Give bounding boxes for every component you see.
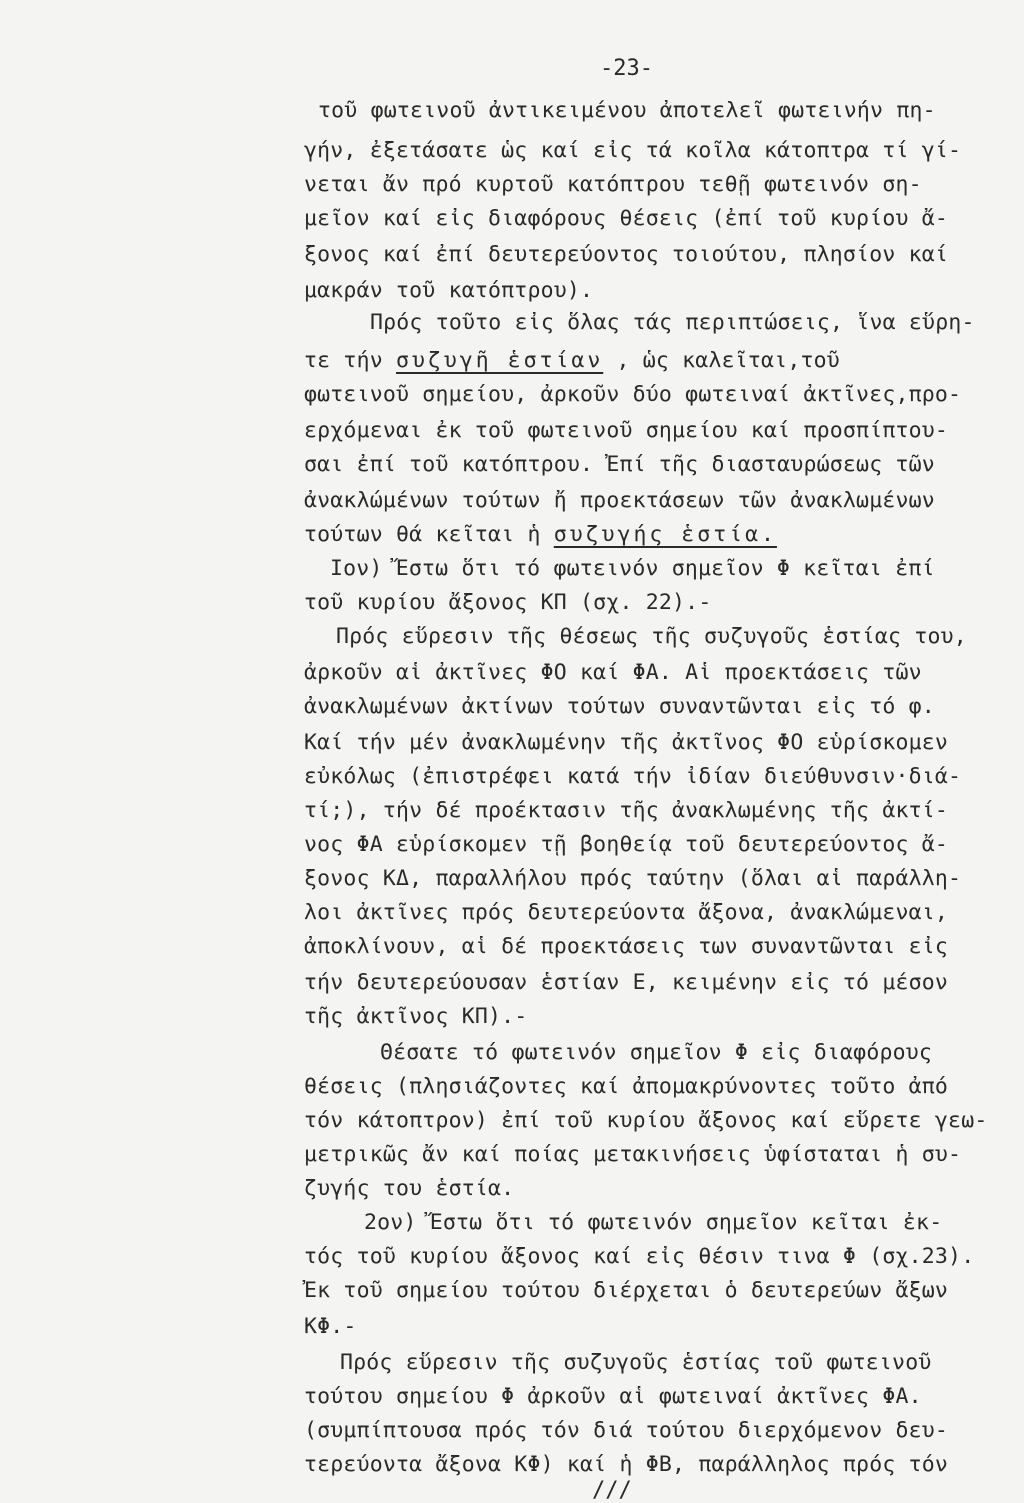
text-line [304, 1244, 974, 1269]
text-line [340, 1350, 931, 1375]
text-line [304, 172, 922, 197]
text-run: ἀνακλωμένων ἀκτίνων τούτων συναντῶνται εἰς τό φ. [304, 694, 935, 719]
text-run: μακράν τοῦ κατόπτρου). [304, 278, 594, 303]
text-line [304, 590, 711, 615]
text-line [304, 866, 961, 891]
text-line [304, 1384, 922, 1409]
text-run: θέσεις (πλησιάζοντες καί ἀπομακρύνοντες τοῦτο ἀπό [304, 1074, 949, 1099]
text-line [304, 278, 593, 303]
text-run: εὐκόλως (ἐπιστρέφει κατά τήν ἰδίαν διεύθυνσιν·διά- [304, 764, 962, 789]
text-line [304, 1278, 948, 1303]
text-line [304, 764, 961, 789]
text-line [304, 1418, 948, 1443]
text-line [364, 1210, 942, 1235]
footer-continuation-mark: /// [592, 1478, 632, 1503]
text-run: τούτου σημείου Φ ἀρκοῦν αἱ φωτειναί ἀκτῖνες ΦΑ. [304, 1384, 922, 1409]
text-run: τοῦ κυρίου ἄξονος ΚΠ (σχ. 22).- [304, 590, 712, 615]
text-line [304, 832, 948, 857]
text-run: ἀρκοῦν αἱ ἀκτῖνες ΦΟ καί ΦΑ. Αἱ προεκτάσεις τῶν [304, 660, 922, 685]
text-run: τήν δευτερεύουσαν ἑστίαν Ε, κειμένην εἰς τό μέσον [304, 970, 949, 995]
text-line [304, 418, 948, 443]
text-run: ΚΦ.- [304, 1314, 357, 1339]
text-run: τί;), τήν δέ προέκτασιν τῆς ἀνακλωμένης τῆς ἀκτί- [304, 798, 949, 823]
text-line [304, 660, 922, 685]
text-line [318, 98, 936, 123]
text-run: σαι ἐπί τοῦ κατόπτρου. Ἐπί τῆς διασταυρώσεως τῶν [304, 452, 935, 477]
text-line [304, 1176, 514, 1201]
text-run: Θέσατε τό φωτεινόν σημεῖον Φ εἰς διαφόρους [380, 1040, 933, 1065]
text-run: τοῦ φωτεινοῦ ἀντικειμένου ἀποτελεῖ φωτεινήν πη- [318, 98, 936, 123]
text-line [304, 242, 948, 267]
text-line [304, 452, 935, 477]
text-run: Πρός εὕρεσιν τῆς συζυγοῦς ἑστίας τοῦ φωτεινοῦ [340, 1350, 932, 1375]
text-run: τούτων θά κεῖται ἡ [304, 522, 554, 547]
text-run: Πρός τοῦτο εἰς ὅλας τάς περιπτώσεις, ἵνα εὕρη- [370, 310, 975, 335]
text-run: , ὡς καλεῖται,τοῦ [603, 348, 840, 373]
text-line [304, 694, 935, 719]
text-line [304, 138, 961, 163]
text-run: Καί τήν μέν ἀνακλωμένην τῆς ἀκτῖνος ΦΟ εὑρίσκομεν [304, 730, 949, 755]
text-run: Ιον) Ἔστω ὅτι τό φωτεινόν σημεῖον Φ κεῖται ἐπί [330, 556, 935, 581]
text-line [336, 624, 967, 649]
underlined-term: συζυγῆ ἑστίαν [396, 348, 604, 373]
text-line [304, 900, 948, 925]
text-line [304, 1004, 527, 1029]
text-run: λοι ἀκτῖνες πρός δευτερεύοντα ἄξονα, ἀνακλώμεναι, [304, 900, 949, 925]
text-line [304, 382, 961, 407]
text-run: ἀνακλώμένων τούτων ἤ προεκτάσεων τῶν ἀνακλωμένων [304, 488, 935, 513]
text-line [304, 348, 840, 373]
text-run: Πρός εὕρεσιν τῆς θέσεως τῆς συζυγοῦς ἑστίας του, [336, 624, 967, 649]
text-line [304, 522, 777, 547]
text-run: μετρικῶς ἄν καί ποίας μετακινήσεις ὑφίσταται ἡ συ- [304, 1142, 962, 1167]
text-line [304, 1142, 961, 1167]
text-run: νεται ἄν πρό κυρτοῦ κατόπτρου τεθῇ φωτεινόν ση- [304, 172, 922, 197]
text-line [304, 798, 948, 823]
text-run: φωτεινοῦ σημείου, ἀρκοῦν δύο φωτειναί ἀκτῖνες,προ- [304, 382, 962, 407]
text-line [304, 1314, 357, 1339]
text-run: ξονος ΚΔ, παραλλήλου πρός ταύτην (ὅλαι αἱ παράλλη- [304, 866, 962, 891]
text-line [304, 1074, 948, 1099]
underlined-term: συζυγής ἑστία. [553, 522, 777, 547]
text-run: ερχόμεναι ἐκ τοῦ φωτεινοῦ σημείου καί προσπίπτου- [304, 418, 949, 443]
text-line [304, 206, 948, 231]
text-run: ἀποκλίνουν, αἱ δέ προεκτάσεις των συναντῶνται εἰς [304, 934, 949, 959]
text-line [304, 1452, 948, 1477]
page-number: -23- [600, 56, 653, 81]
text-run: τε τήν [304, 348, 397, 373]
text-line [330, 556, 935, 581]
text-run: γήν, ἐξετάσατε ὡς καί εἰς τά κοῖλα κάτοπτρα τί γί- [304, 138, 962, 163]
text-run: ξονος καί ἐπί δευτερεύοντος τοιούτου, πλησίον καί [304, 242, 949, 267]
text-line [304, 730, 948, 755]
text-run: μεῖον καί εἰς διαφόρους θέσεις (ἐπί τοῦ κυρίου ἄ- [304, 206, 949, 231]
text-run: ζυγής του ἑστία. [304, 1176, 515, 1201]
text-run: τῆς ἀκτῖνος ΚΠ).- [304, 1004, 528, 1029]
text-run: τόν κάτοπτρον) ἐπί τοῦ κυρίου ἄξονος καί εὕρετε γεω- [304, 1108, 988, 1133]
text-line [304, 970, 948, 995]
text-line [304, 934, 948, 959]
text-run: 2ον) Ἔστω ὅτι τό φωτεινόν σημεῖον κεῖται ἐκ- [364, 1210, 943, 1235]
text-run: νος ΦΑ εὑρίσκομεν τῇ βοηθείᾳ τοῦ δευτερεύοντος ἄ- [304, 832, 949, 857]
text-run: (συμπίπτουσα πρός τόν διά τούτου διερχόμενον δευ- [304, 1418, 949, 1443]
text-line [304, 488, 935, 513]
text-run: Ἐκ τοῦ σημείου τούτου διέρχεται ὁ δευτερεύων ἄξων [304, 1278, 949, 1303]
text-line [380, 1040, 932, 1065]
text-run: τερεύοντα ἄξονα ΚΦ) καί ἡ ΦΒ, παράλληλος πρός τόν [304, 1452, 949, 1477]
text-run: τός τοῦ κυρίου ἄξονος καί εἰς θέσιν τινα Φ (σχ.23). [304, 1244, 975, 1269]
text-line [304, 1108, 988, 1133]
text-line [370, 310, 975, 335]
